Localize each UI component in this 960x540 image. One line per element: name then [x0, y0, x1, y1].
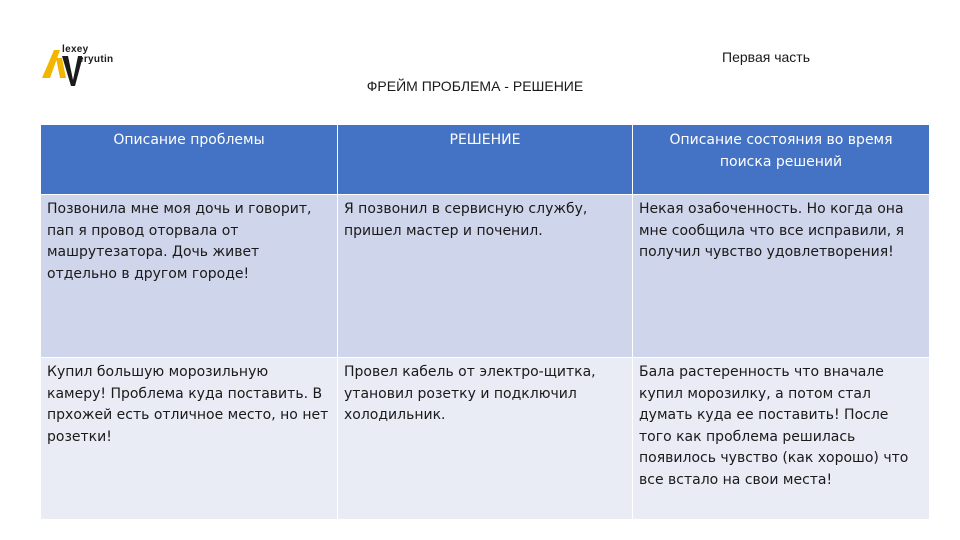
logo-text-line1: lexey [62, 44, 89, 55]
table-header-row [41, 125, 930, 195]
cell-state: Бала растеренность что вначале купил морозилку, а потом стал думать куда ее поставить! После того как проблема решилась появилось чувство (как хорошо) что все встало на свои места! [633, 358, 930, 520]
table-row [41, 358, 930, 520]
column-header-solution: РЕШЕНИЕ [338, 125, 633, 195]
column-header-problem: Описание проблемы [41, 125, 338, 195]
cell-problem: Купил большую морозильную камеру! Проблема куда поставить. В прхожей есть отличное место, но нет розетки! [41, 358, 338, 520]
page-title-text: ФРЕЙМ ПРОБЛЕМА - РЕШЕНИЕ [366, 78, 584, 94]
page-title [0, 78, 960, 94]
logo-text-line2: eryutin [78, 54, 114, 65]
cell-solution: Провел кабель от электро-щитка, утановил розетку и подключил холодильник. [338, 358, 633, 520]
cell-problem: Позвонила мне моя дочь и говорит, пап я провод оторвала от машрутезатора. Дочь живет отдельно в другом городе! [41, 195, 338, 358]
cell-solution: Я позвонил в сервисную службу, пришел мастер и поченил. [338, 195, 633, 358]
table-row [41, 195, 930, 358]
cell-state: Некая озабоченность. Но когда она мне сообщила что все исправили, я получил чувство удовлетворения! [633, 195, 930, 358]
section-label: Первая часть [722, 49, 810, 65]
column-header-state: Описание состояния во время поиска решений [633, 125, 930, 195]
problem-solution-table [40, 124, 930, 520]
